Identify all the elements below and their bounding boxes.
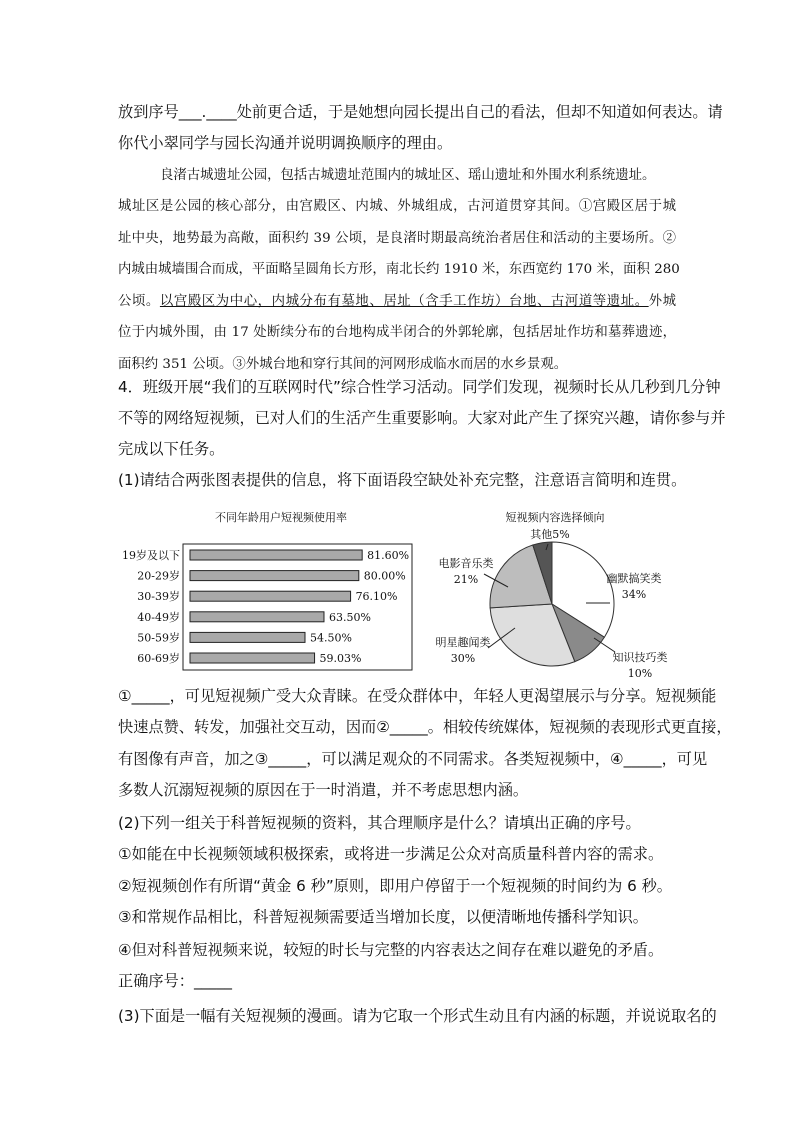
bar-category-label: 50-59岁	[137, 631, 180, 645]
passage-line: 面积约 351 公顷。③外城台地和穿行其间的河网形成临水而居的水乡景观。	[118, 357, 568, 372]
answer-line: 有图像有声音，加之③_____，可以满足观众的不同需求。各类短视频中，④_____，可见	[118, 750, 708, 768]
intro-line: 放到序号___.____处前更合适，于是她想向园长提出自己的看法，但却不知道如何表达。请	[118, 103, 723, 121]
passage-text: 公顷。	[118, 294, 160, 309]
pie-slice-value: 21%	[453, 573, 479, 586]
bar-category-label: 40-49岁	[137, 610, 180, 624]
material-item: ②短视频创作有所谓“黄金 6 秒”原则，即用户停留于一个短视频的时间约为 6 秒。	[118, 877, 672, 895]
bar-chart-title: 不同年龄用户短视频使用率	[215, 511, 347, 524]
passage-line: 城址区是公园的核心部分，由宫殿区、内城、外城组成，古河道贯穿其间。①宫殿区居于城	[118, 199, 676, 214]
subquestion-3: (3)下面是一幅有关短视频的漫画。请为它取一个形式生动且有内涵的标题，并说说取名的	[118, 1007, 717, 1025]
question-line: 完成以下任务。	[118, 440, 225, 458]
intro-line: 你代小翠同学与园长沟通并说明调换顺序的理由。	[118, 134, 453, 152]
bar	[190, 612, 324, 622]
answer-field[interactable]: 正确序号：_____	[118, 972, 232, 990]
passage-line: 良渚古城遗址公园，包括古城遗址范围内的城址区、瑶山遗址和外围水利系统遗址。	[160, 168, 656, 183]
bar-category-label: 19岁及以下	[122, 549, 180, 562]
passage-line: 内城由城墙围合而成，平面略呈圆角长方形，南北长约 1910 米，东西宽约 170 米，面积 280	[118, 262, 680, 277]
pie-slice-value: 34%	[621, 588, 647, 601]
bar	[190, 632, 305, 642]
material-item: ④但对科普短视频来说，较短的时长与完整的内容表达之间存在难以避免的矛盾。	[118, 941, 664, 959]
answer-line: 快速点赞、转发，加强社交互动，因而②_____。相较传统媒体，短视频的表现形式更直接，	[118, 718, 732, 736]
bar-value-label: 76.10%	[355, 590, 398, 604]
answer-line: ①_____，可见短视频广受大众青睐。在受众群体中，年轻人更渴望展示与分享。短视频能	[118, 687, 717, 705]
bar-value-label: 54.50%	[309, 631, 352, 645]
material-item: ③和常规作品相比，科普短视频需要适当增加长度，以便清晰地传播科学知识。	[118, 908, 648, 926]
pie-slice-name: 电影音乐类	[438, 557, 494, 570]
bar-category-label: 30-39岁	[137, 590, 180, 604]
material-item: ①如能在中长视频领域积极探索，或将进一步满足公众对高质量科普内容的需求。	[118, 845, 664, 863]
bar-category-label: 60-69岁	[137, 652, 180, 665]
bar-value-label: 80.00%	[363, 569, 406, 583]
bar-value-label: 81.60%	[367, 549, 410, 562]
question-line: 4．班级开展“我们的互联网时代”综合性学习活动。同学们发现，视频时长从几秒到几分钟	[118, 378, 721, 396]
charts-figure	[110, 500, 690, 685]
pie-slice-value: 10%	[627, 667, 653, 680]
bar	[190, 571, 359, 581]
bar-value-label: 63.50%	[328, 610, 371, 624]
pie-slice-name: 明星趣闻类	[435, 636, 491, 649]
passage-line: 址中央，地势最为高敞，面积约 39 公顷，是良渚时期最高统治者居住和活动的主要场所。②	[118, 231, 676, 246]
passage-line: 位于内城外围，由 17 处断续分布的台地构成半闭合的外郭轮廓，包括居址作坊和墓葬遗迹，	[118, 325, 676, 340]
pie-slice-value: 30%	[450, 652, 476, 665]
bar	[190, 550, 362, 560]
pie-chart-title: 短视频内容选择倾向	[505, 511, 605, 524]
pie-slice-name: 幽默搞笑类	[606, 572, 662, 585]
bar	[190, 591, 351, 601]
question-line: 不等的网络短视频，已对人们的生活产生重要影响。大家对此产生了探究兴趣，请你参与并	[118, 409, 726, 427]
bar-value-label: 59.03%	[319, 652, 362, 665]
underlined-sentence: 以宫殿区为中心，内城分布有墓地、居址（含手工作坊）台地、古河道等遗址。	[159, 294, 649, 309]
question-line: (1)请结合两张图表提供的信息，将下面语段空缺处补充完整，注意语言简明和连贯。	[118, 471, 687, 489]
passage-text: 外城	[648, 294, 677, 309]
pie-slice-label: 其他5%	[530, 528, 570, 541]
passage-line	[118, 286, 676, 317]
pie-slice-name: 知识技巧类	[612, 651, 668, 664]
bar-category-label: 20-29岁	[137, 569, 180, 583]
subquestion-2: (2)下列一组关于科普短视频的资料，其合理顺序是什么？请填出正确的序号。	[118, 814, 641, 832]
bar	[190, 653, 315, 663]
bar-chart-frame	[183, 544, 412, 670]
answer-line: 多数人沉溺短视频的原因在于一时消遣，并不考虑思想内涵。	[118, 781, 529, 799]
